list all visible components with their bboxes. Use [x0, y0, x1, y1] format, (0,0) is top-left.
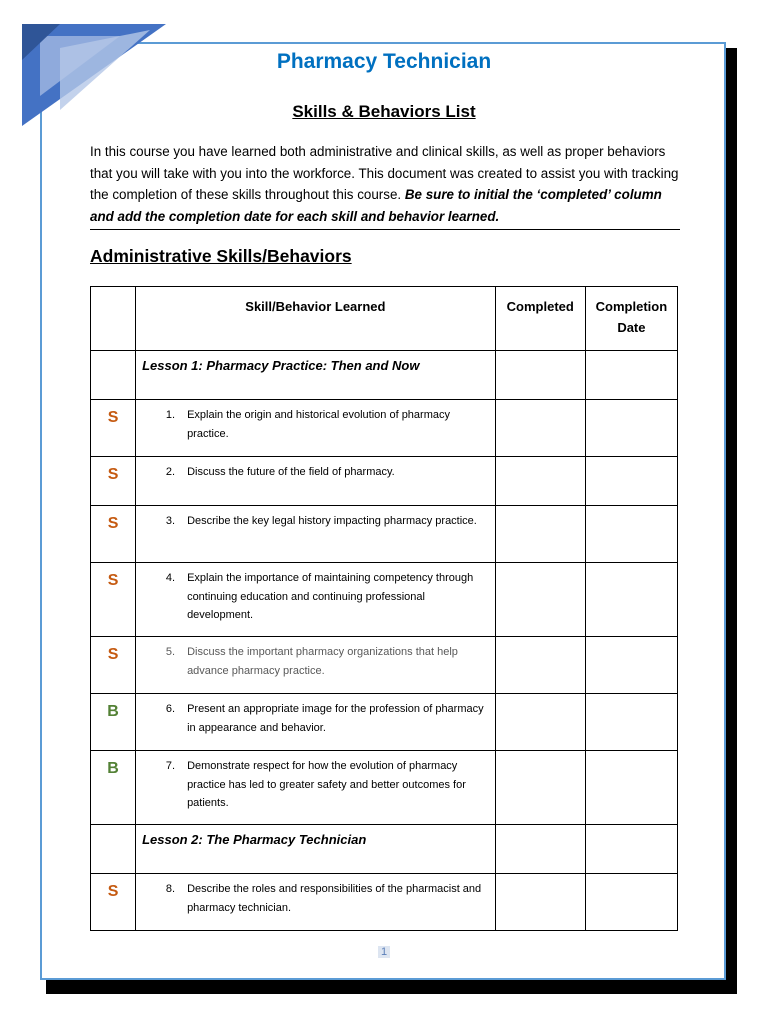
skill-description [136, 400, 496, 457]
table-row [91, 694, 678, 751]
skill-item [136, 463, 495, 482]
completion-date-cell[interactable] [585, 694, 677, 751]
skill-marker: S [91, 457, 136, 506]
skill-description [136, 637, 496, 694]
lesson-row [91, 351, 678, 400]
completed-cell[interactable] [495, 874, 585, 931]
completed-cell[interactable] [495, 694, 585, 751]
type-header [91, 287, 136, 351]
skill-description [136, 457, 496, 506]
table-row [91, 506, 678, 563]
completed-cell[interactable] [495, 825, 585, 874]
table-row [91, 751, 678, 825]
completed-cell[interactable] [495, 400, 585, 457]
skill-description [136, 874, 496, 931]
completed-cell[interactable] [495, 751, 585, 825]
skill-number: 1. [165, 409, 176, 421]
table-row [91, 637, 678, 694]
skill-item [136, 880, 495, 917]
intro-emphasis: Be sure to initial the ‘completed’ column and add the completion date for each skill and behavior learned. [90, 187, 662, 224]
type-cell [91, 825, 136, 874]
skill-number: 4. [165, 572, 176, 584]
skill-marker: S [91, 637, 136, 694]
skill-number: 7. [165, 760, 176, 772]
completed-cell[interactable] [495, 506, 585, 563]
intro-text: In this course you have learned both administrative and clinical skills, as well as proper behaviors that you will take with you into the workforce. This document was created to assist you with tracking the completion of these skills throughout this course. [90, 144, 679, 202]
section-title: Administrative Skills/Behaviors [90, 246, 352, 266]
skill-header: Skill/Behavior Learned [136, 287, 496, 351]
skill-number: 8. [165, 883, 176, 895]
type-cell [91, 351, 136, 400]
skill-description [136, 751, 496, 825]
skill-item [136, 512, 495, 531]
skill-number: 2. [165, 466, 176, 478]
skill-text: Discuss the future of the field of pharmacy. [187, 466, 395, 478]
skill-text: Describe the key legal history impacting pharmacy practice. [187, 515, 477, 527]
completion-date-header: Completion Date [585, 287, 677, 351]
completion-date-cell[interactable] [585, 637, 677, 694]
completion-date-cell[interactable] [585, 825, 677, 874]
completion-date-cell[interactable] [585, 563, 677, 637]
table-body [91, 351, 678, 931]
skill-marker: S [91, 506, 136, 563]
lesson-row [91, 825, 678, 874]
skill-description [136, 563, 496, 637]
skills-table [90, 286, 678, 931]
lesson-title: Lesson 1: Pharmacy Practice: Then and Now [136, 351, 496, 400]
lesson-title: Lesson 2: The Pharmacy Technician [136, 825, 496, 874]
skill-item [136, 406, 495, 443]
skill-number: 6. [165, 703, 176, 715]
completion-date-cell[interactable] [585, 400, 677, 457]
skill-text: Describe the roles and responsibilities of the pharmacist and pharmacy technician. [187, 883, 482, 914]
document-title: Pharmacy Technician [276, 50, 492, 73]
skill-number: 3. [165, 515, 176, 527]
skill-item [136, 643, 495, 680]
skill-text: Explain the importance of maintaining competency through continuing education and continuing professional development. [187, 572, 474, 621]
skill-item [136, 757, 495, 813]
table-row [91, 400, 678, 457]
skill-number: 5. [165, 646, 176, 658]
skill-marker: S [91, 563, 136, 637]
completion-date-cell[interactable] [585, 751, 677, 825]
completed-cell[interactable] [495, 351, 585, 400]
completion-date-cell[interactable] [585, 351, 677, 400]
skill-item [136, 569, 495, 625]
completion-date-cell[interactable] [585, 457, 677, 506]
behavior-marker: B [91, 751, 136, 825]
skill-text: Discuss the important pharmacy organizations that help advance pharmacy practice. [187, 646, 458, 677]
skill-text: Demonstrate respect for how the evolution of pharmacy practice has led to greater safety and better outcomes for patients. [187, 760, 466, 809]
skill-marker: S [91, 874, 136, 931]
completed-cell[interactable] [495, 457, 585, 506]
page-number: 1 [378, 946, 390, 958]
table-row [91, 457, 678, 506]
skill-marker: S [91, 400, 136, 457]
completion-date-cell[interactable] [585, 874, 677, 931]
skill-text: Present an appropriate image for the profession of pharmacy in appearance and behavior. [187, 703, 484, 734]
completed-cell[interactable] [495, 563, 585, 637]
skill-text: Explain the origin and historical evolution of pharmacy practice. [187, 409, 450, 440]
skill-description [136, 506, 496, 563]
horizontal-rule [90, 229, 680, 230]
completed-cell[interactable] [495, 637, 585, 694]
skill-item [136, 700, 495, 737]
completion-date-cell[interactable] [585, 506, 677, 563]
behavior-marker: B [91, 694, 136, 751]
table-row [91, 563, 678, 637]
completed-header: Completed [495, 287, 585, 351]
table-header-row [91, 287, 678, 351]
document-subtitle: Skills & Behaviors List [292, 102, 476, 121]
intro-paragraph [90, 141, 680, 227]
skill-description [136, 694, 496, 751]
table-row [91, 874, 678, 931]
